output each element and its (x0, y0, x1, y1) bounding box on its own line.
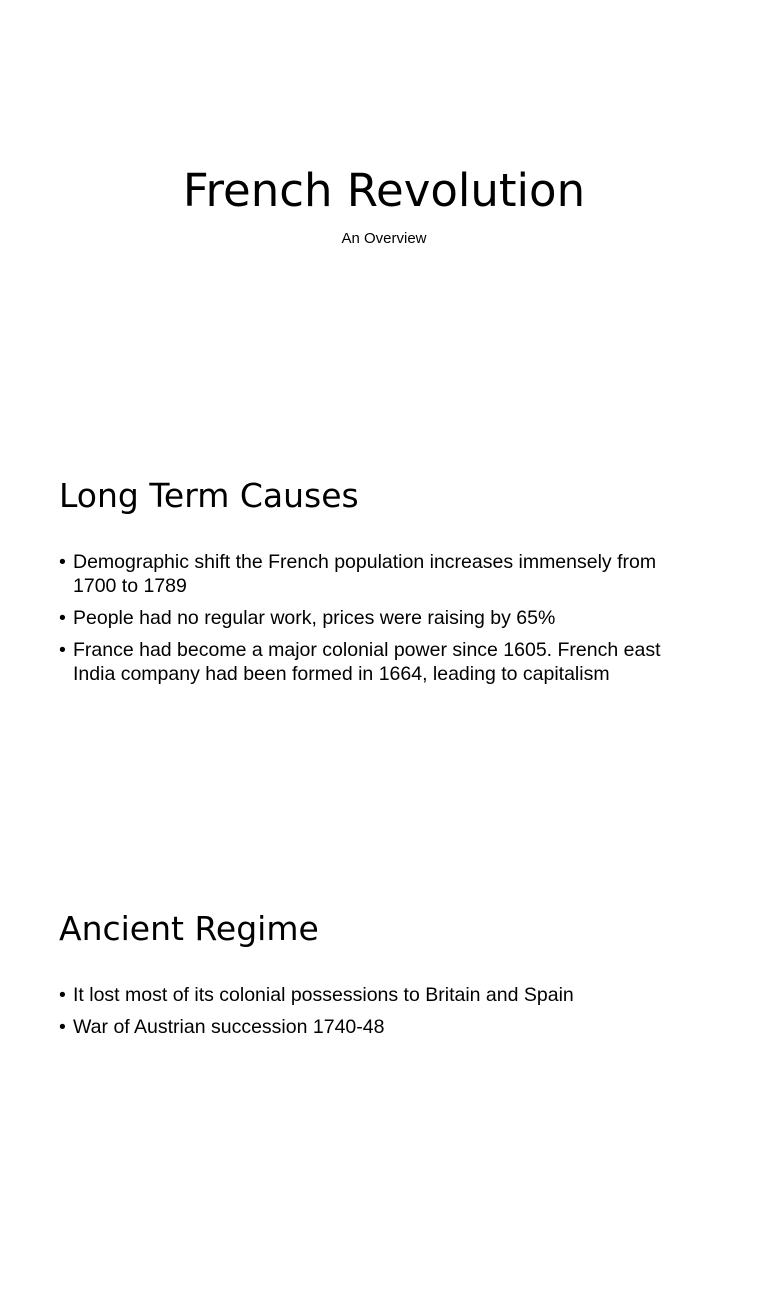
list-item (59, 606, 699, 630)
list-item (59, 638, 699, 686)
bullet-icon: • (59, 551, 66, 573)
bullet-text: It lost most of its colonial possessions to Britain and Spain (73, 984, 574, 1006)
bullet-icon: • (59, 639, 66, 661)
bullet-icon: • (59, 984, 66, 1006)
presentation-subtitle: An Overview (341, 230, 427, 247)
bullet-text: Demographic shift the French population increases immensely from 1700 to 1789 (73, 551, 657, 597)
title-slide (0, 0, 768, 432)
long-term-causes-slide (0, 432, 768, 864)
list-item (59, 1015, 699, 1039)
bullet-list (59, 983, 699, 1047)
bullet-text: War of Austrian succession 1740-48 (73, 1016, 385, 1038)
list-item (59, 983, 699, 1007)
bullet-text: People had no regular work, prices were raising by 65% (73, 607, 556, 629)
presentation-title: French Revolution (182, 164, 586, 217)
slide-title: Ancient Regime (59, 909, 319, 948)
bullet-icon: • (59, 1016, 66, 1038)
bullet-list (59, 550, 699, 694)
list-item (59, 550, 699, 598)
bullet-text: France had become a major colonial power since 1605. French east India company had been formed in 1664, leading to capitalism (73, 639, 661, 685)
slide-title: Long Term Causes (59, 476, 359, 515)
bullet-icon: • (59, 607, 66, 629)
ancient-regime-slide (0, 864, 768, 1296)
